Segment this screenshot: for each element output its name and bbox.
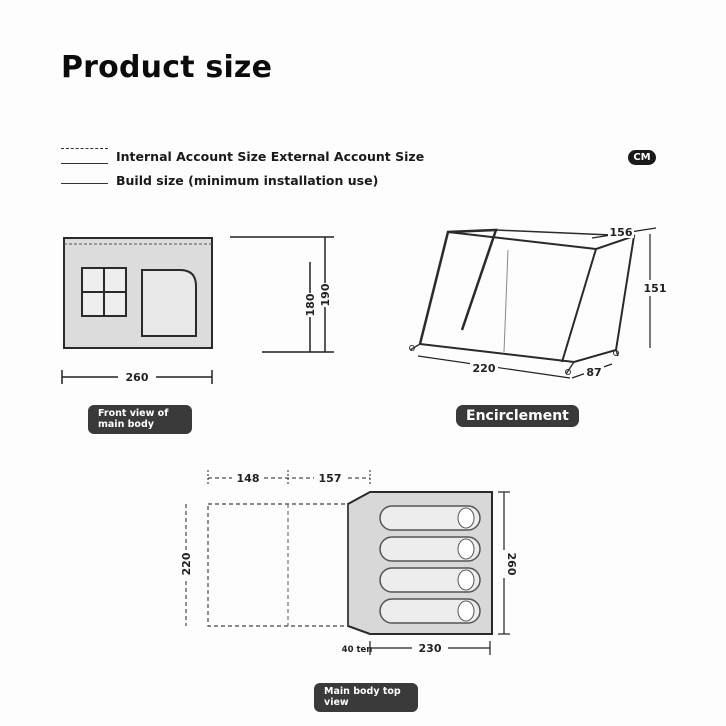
page-title: Product size xyxy=(61,50,273,85)
front-width-label: 260 xyxy=(125,371,149,384)
encirclement-depth-label: 87 xyxy=(586,366,602,379)
encirclement-caption: Encirclement xyxy=(456,405,579,427)
top-view-caption: Main body top view xyxy=(314,683,418,712)
top-span-a-label: 148 xyxy=(236,472,260,485)
front-view-caption: Front view of main body xyxy=(88,405,192,434)
door-icon xyxy=(142,270,196,336)
legend-dashed-label: Internal Account Size External Account Size xyxy=(116,149,425,164)
legend-solid-label: Build size (minimum installation use) xyxy=(116,173,379,188)
front-height-outer-label: 190 xyxy=(319,283,332,307)
top-body-width-label: 230 xyxy=(418,642,442,655)
top-view-drawing xyxy=(178,470,518,655)
encirclement-length-label: 220 xyxy=(472,362,496,375)
unit-badge: CM xyxy=(628,150,656,165)
front-view-drawing xyxy=(62,237,334,384)
encirclement-height-label: 151 xyxy=(643,282,667,295)
top-span-b-label: 157 xyxy=(318,472,342,485)
encirclement-top-depth-label: 156 xyxy=(609,226,633,239)
encirclement-drawing xyxy=(410,224,669,379)
front-height-inner-label: 180 xyxy=(304,293,317,317)
top-overlap-label: 40 ten xyxy=(341,645,373,655)
top-left-height-label: 220 xyxy=(180,552,193,576)
top-right-height-label: 260 xyxy=(505,552,518,576)
